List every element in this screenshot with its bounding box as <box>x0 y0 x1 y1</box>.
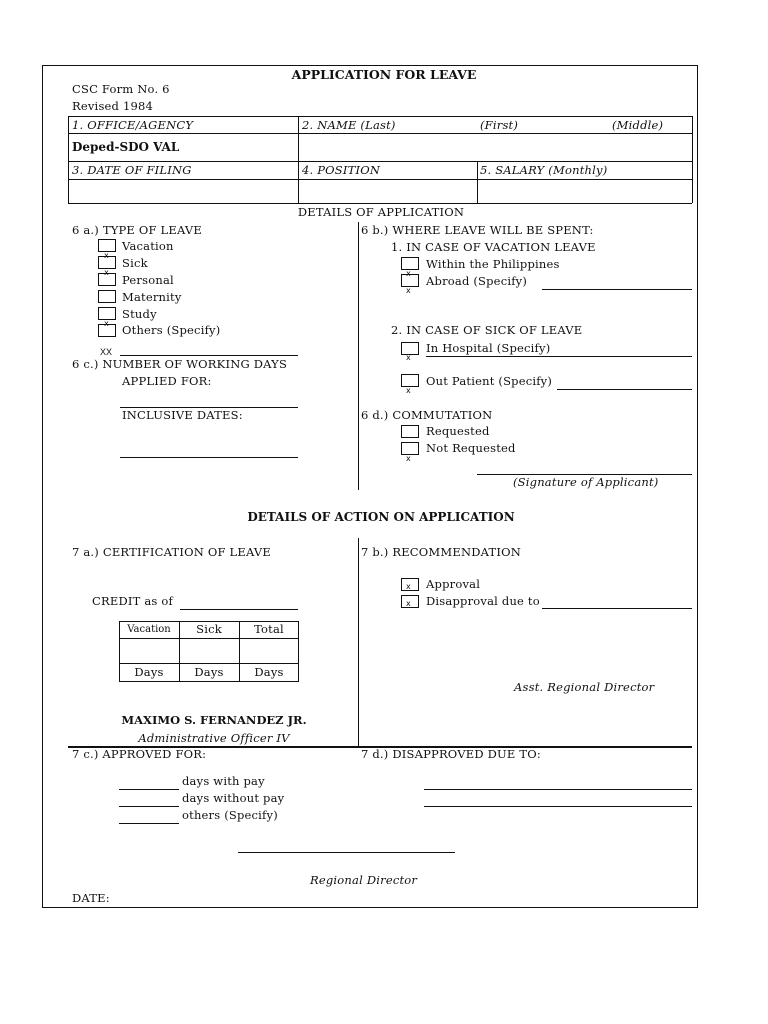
not-requested-check-mark: x <box>406 454 411 463</box>
disapproval-label: Disapproval due to <box>426 594 540 608</box>
out-patient-specify-line[interactable] <box>557 389 692 390</box>
vacation-label: Vacation <box>122 239 174 253</box>
form-title: APPLICATION FOR LEAVE <box>291 67 477 82</box>
others-check-mark: x <box>104 319 109 328</box>
credit-footer-days: Days <box>194 665 224 679</box>
where-spent-label: 6 b.) WHERE LEAVE WILL BE SPENT: <box>361 223 594 237</box>
signature-label: (Signature of Applicant) <box>513 475 659 489</box>
date-label: DATE: <box>72 891 110 905</box>
asst-director-label: Asst. Regional Director <box>514 680 655 694</box>
office-label: 1. OFFICE/AGENCY <box>72 118 194 132</box>
grid-line <box>68 203 692 204</box>
disapproved-reason-line[interactable] <box>424 806 692 807</box>
requested-label: Requested <box>426 424 490 438</box>
abroad-check-mark-lower: x <box>406 286 411 295</box>
requested-checkbox[interactable] <box>401 425 419 438</box>
study-label: Study <box>122 307 157 321</box>
date-filing-label: 3. DATE OF FILING <box>72 163 192 177</box>
grid-line <box>68 161 692 162</box>
maternity-checkbox[interactable] <box>98 290 116 303</box>
others-specify-mark: XX <box>100 347 113 357</box>
officer-title: Administrative Officer IV <box>138 731 290 745</box>
vacation-case-label: 1. IN CASE OF VACATION LEAVE <box>391 240 596 254</box>
abroad-label: Abroad (Specify) <box>426 274 528 288</box>
credit-table <box>119 621 299 682</box>
abroad-specify-line[interactable] <box>542 289 692 290</box>
days-without-pay-line[interactable] <box>119 806 179 807</box>
within-philippines-label: Within the Philippines <box>426 257 560 271</box>
position-label: 4. POSITION <box>302 163 381 177</box>
maternity-label: Maternity <box>122 290 182 304</box>
grid-line <box>68 116 69 203</box>
grid-line <box>692 116 693 203</box>
credit-as-of-label: CREDIT as of <box>92 594 173 608</box>
not-requested-label: Not Requested <box>426 441 516 455</box>
type-of-leave-label: 6 a.) TYPE OF LEAVE <box>72 223 203 237</box>
middle-name-label: (Middle) <box>612 118 664 132</box>
others-specify-approved-label: others (Specify) <box>182 808 278 822</box>
sick-case-label: 2. IN CASE OF SICK OF LEAVE <box>391 323 583 337</box>
sick-check-mark: x <box>104 251 109 260</box>
sick-label: Sick <box>122 256 148 270</box>
office-value: Deped-SDO VAL <box>72 140 180 154</box>
applied-for-label: APPLIED FOR: <box>122 374 212 388</box>
commutation-label: 6 d.) COMMUTATION <box>361 408 493 422</box>
disapproval-reason-line[interactable] <box>542 608 692 609</box>
name-label: 2. NAME (Last) <box>302 118 396 132</box>
officer-name: MAXIMO S. FERNANDEZ JR. <box>121 713 307 727</box>
out-patient-check-mark: x <box>406 386 411 395</box>
credit-header-total: Total <box>254 622 284 636</box>
others-specify-approved-line[interactable] <box>119 823 179 824</box>
credit-footer-days: Days <box>134 665 164 679</box>
days-with-pay-line[interactable] <box>119 789 179 790</box>
approval-label: Approval <box>426 577 481 591</box>
details-heading: DETAILS OF APPLICATION <box>297 205 465 219</box>
approval-check-mark: x <box>406 582 411 591</box>
grid-line <box>68 116 692 117</box>
grid-line <box>477 161 478 203</box>
credit-footer-days: Days <box>254 665 284 679</box>
salary-label: 5. SALARY (Monthly) <box>480 163 608 177</box>
approved-for-label: 7 c.) APPROVED FOR: <box>72 747 207 761</box>
action-heading: DETAILS OF ACTION ON APPLICATION <box>247 510 515 524</box>
working-days-label: 6 c.) NUMBER OF WORKING DAYS <box>72 357 288 371</box>
inclusive-dates-line[interactable] <box>120 457 298 458</box>
first-name-label: (First) <box>480 118 519 132</box>
in-hospital-label: In Hospital (Specify) <box>426 341 551 355</box>
in-hospital-specify-line[interactable] <box>426 356 692 357</box>
grid-line <box>298 116 299 203</box>
grid-line <box>68 133 692 134</box>
disapproval-check-mark: x <box>406 599 411 608</box>
form-number: CSC Form No. 6 <box>72 82 170 96</box>
personal-label: Personal <box>122 273 174 287</box>
others-label: Others (Specify) <box>122 323 221 337</box>
personal-check-mark: x <box>104 268 109 277</box>
credit-header-vacation: Vacation <box>127 624 171 635</box>
credit-as-of-line[interactable] <box>180 609 298 610</box>
grid-line <box>68 179 692 180</box>
days-without-pay-label: days without pay <box>182 791 285 805</box>
certification-label: 7 a.) CERTIFICATION OF LEAVE <box>72 545 271 559</box>
column-divider <box>358 222 359 490</box>
disapproved-due-to-label: 7 d.) DISAPPROVED DUE TO: <box>361 747 541 761</box>
recommendation-label: 7 b.) RECOMMENDATION <box>361 545 522 559</box>
out-patient-label: Out Patient (Specify) <box>426 374 553 388</box>
in-hospital-check-mark: x <box>406 353 411 362</box>
credit-header-sick: Sick <box>196 622 222 636</box>
abroad-check-mark: x <box>406 269 411 278</box>
others-specify-line[interactable] <box>120 355 298 356</box>
regional-director-signature-line[interactable] <box>238 852 455 853</box>
regional-director-label: Regional Director <box>310 873 418 887</box>
inclusive-dates-label: INCLUSIVE DATES: <box>122 408 243 422</box>
disapproved-reason-line[interactable] <box>424 789 692 790</box>
form-revised: Revised 1984 <box>72 99 154 113</box>
days-with-pay-label: days with pay <box>182 774 265 788</box>
